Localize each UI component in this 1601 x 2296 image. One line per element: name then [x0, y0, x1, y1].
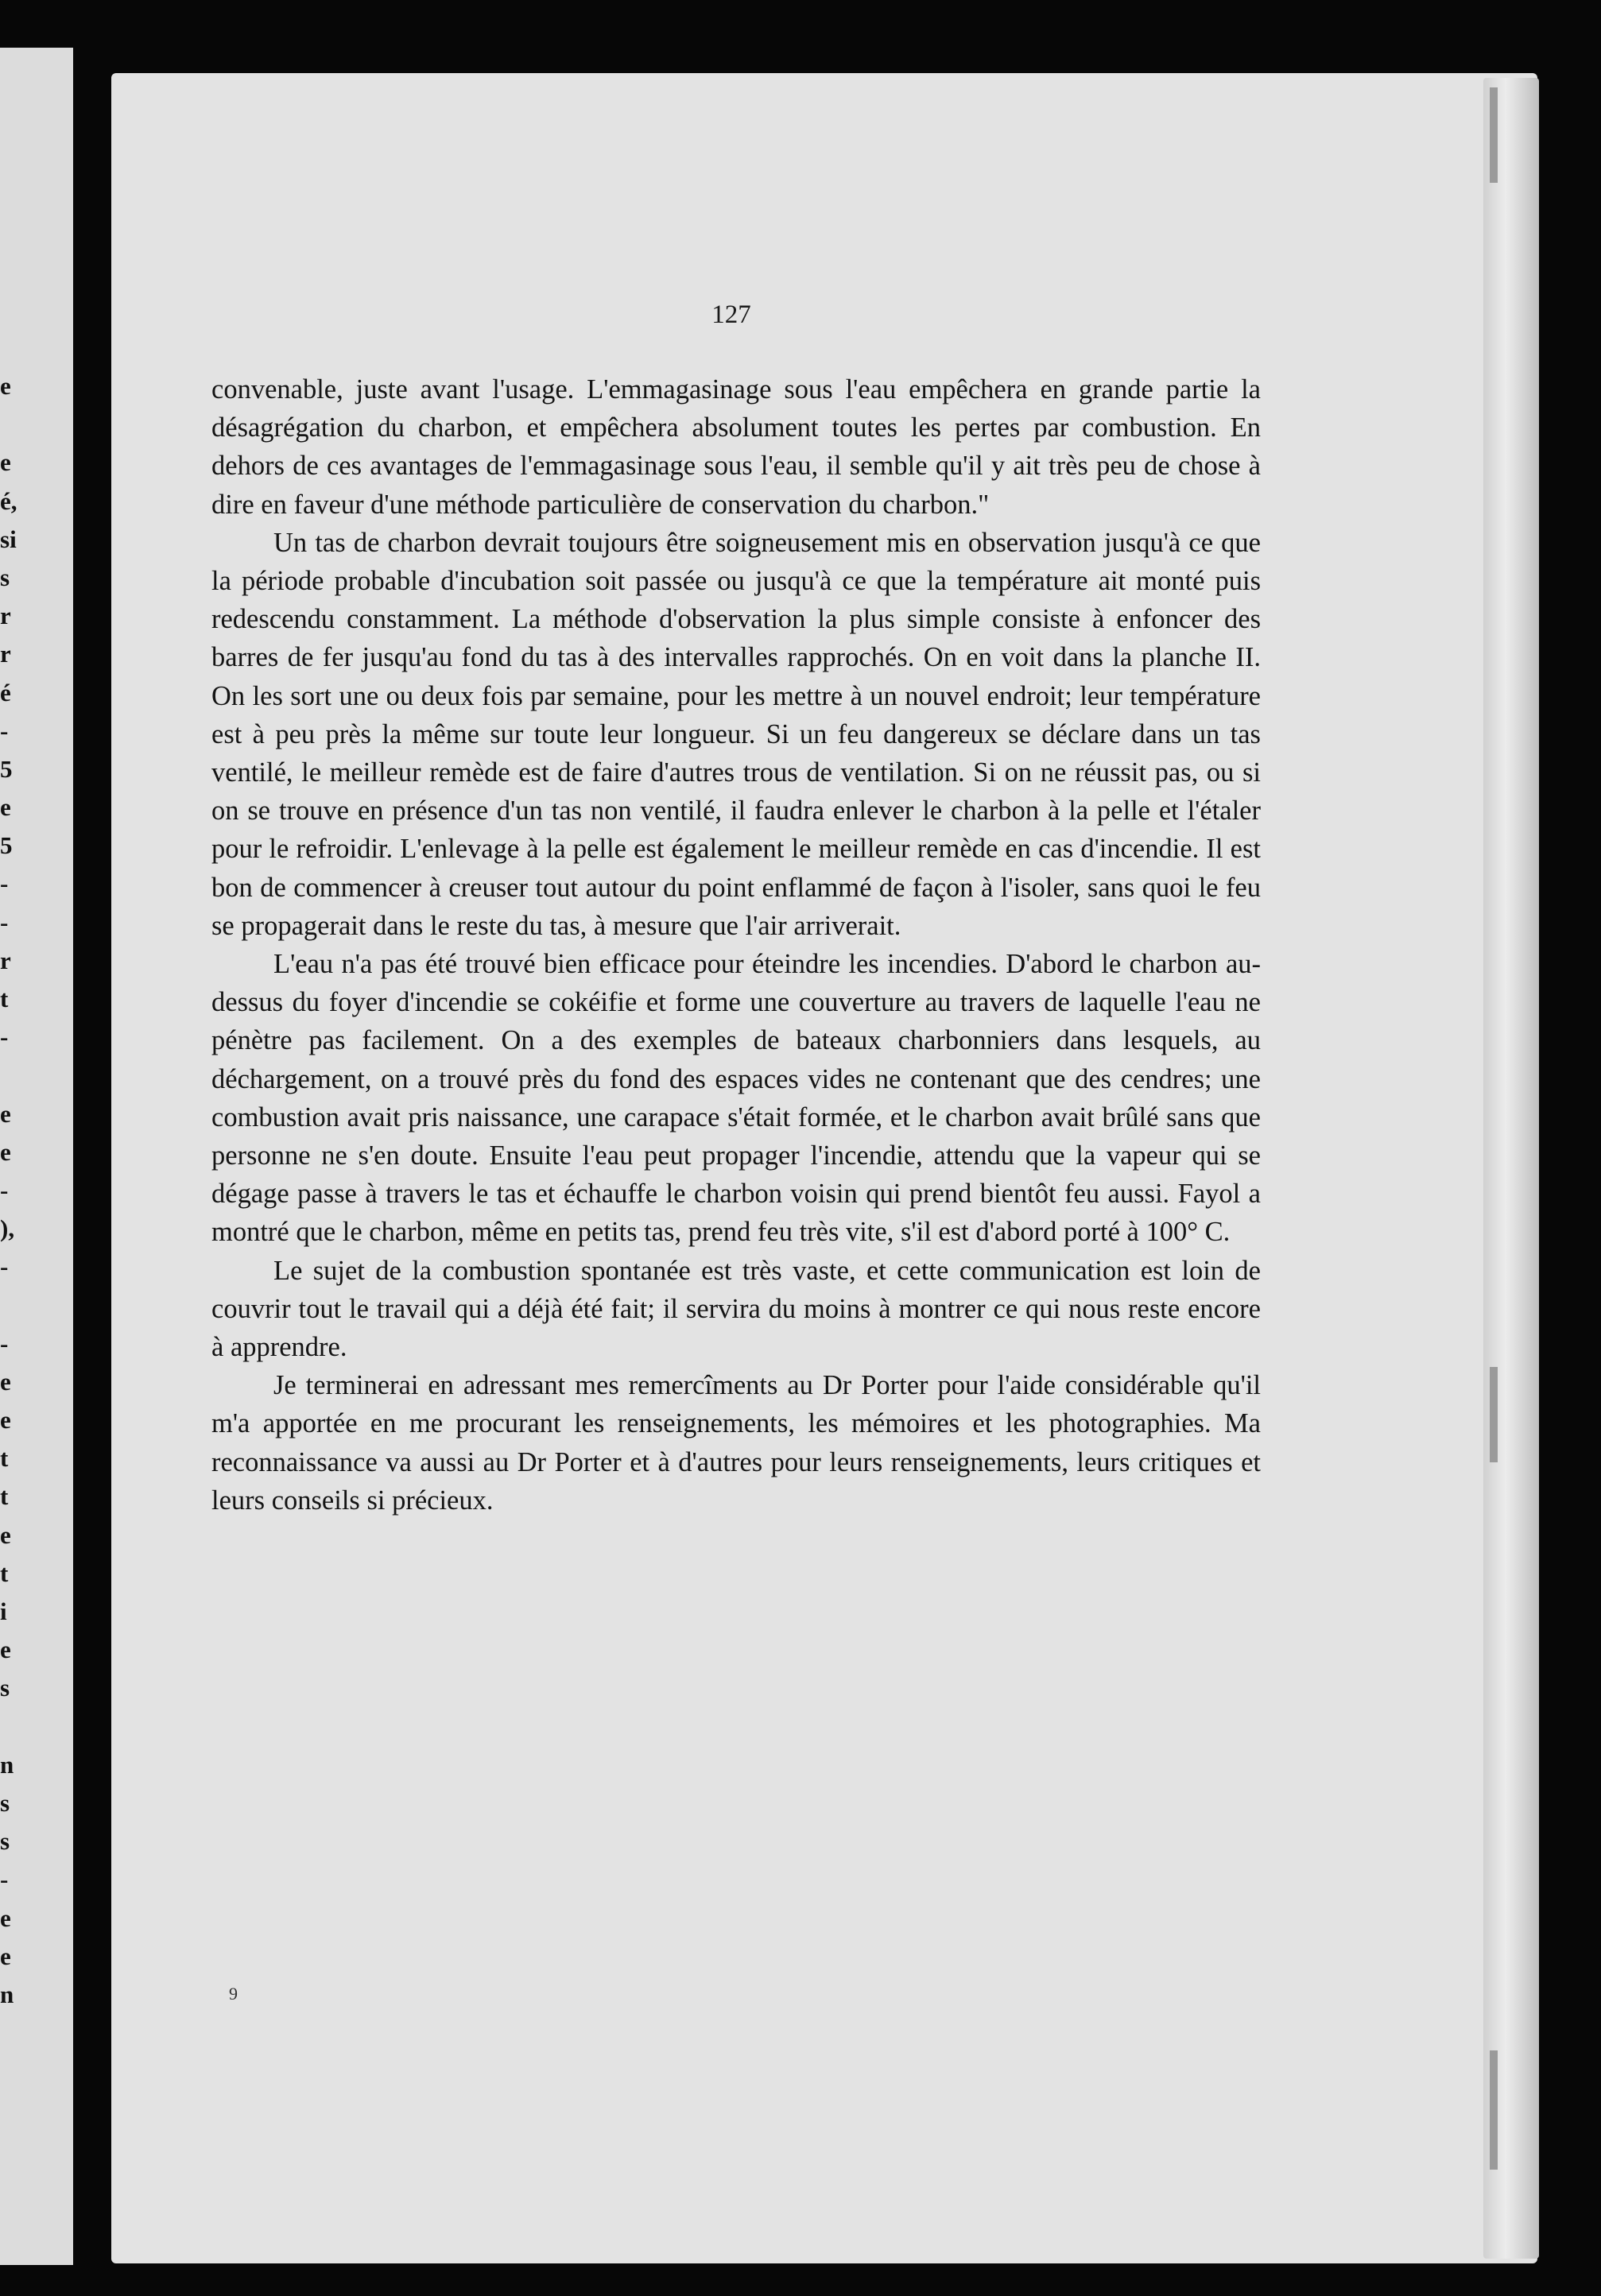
page-number: 127: [711, 300, 751, 329]
edge-shadow-mark: [1490, 1367, 1498, 1462]
left-page-fragment: -: [0, 1175, 9, 1204]
left-page-fragment: t: [0, 1444, 9, 1473]
footer-mark: 9: [229, 1984, 238, 2004]
left-page-fragment: [0, 1287, 24, 1325]
left-page-fragment: ),: [0, 1214, 15, 1243]
left-page-fragment: t: [0, 1558, 9, 1587]
paragraph: Un tas de charbon devrait toujours être soigneusement mis en observation jusqu'à ce que la période probable d'incubation soit passée ou jusqu'à ce que la température ait monté puis redescendu constamment. La méthode d'observation la plus simple consiste à enfoncer des barres de fer jusqu'au fond du tas à des intervalles rapprochés. On en voit dans la planche II. On les sort une ou deux fois par semaine, pour les mettre à un nouvel endroit; leur température est à peu près la même sur toute leur longueur. Si un feu dangereux se déclare dans un tas ventilé, le meilleur remède est de faire d'autres trous de ventilation. Si on ne réussit pas, ou si on se trouve en présence d'un tas non ventilé, il faudra enlever le charbon à la pelle et l'étaler pour le refroidir. L'enlevage à la pelle est également le meilleur remède en cas d'incendie. Il est bon de commencer à creuser tout autour du point enflammé de façon à l'isoler, sans quoi le feu se propagerait dans le reste du tas, à mesure que l'air arriverait.: [211, 527, 1261, 941]
left-page-fragment: -: [0, 1329, 9, 1357]
paragraph: convenable, juste avant l'usage. L'emmagasinage sous l'eau empêchera en grande partie la désagrégation du charbon, et empêchera absolument toutes les pertes par combustion. En dehors de ces avantages de l'emmagasinage sous l'eau, il semble qu'il y ait très peu de chose à dire en faveur d'une méthode particulière de conservation du charbon.": [211, 374, 1261, 520]
left-page-fragment: e: [0, 448, 11, 477]
left-page-fragment: r: [0, 602, 11, 630]
left-page-fragment: e: [0, 1520, 11, 1549]
left-page-fragment: e: [0, 1137, 11, 1166]
left-page-fragment: -: [0, 1023, 9, 1051]
body-text: [211, 370, 1261, 1520]
left-page-fragment: e: [0, 1367, 11, 1396]
left-page-fragment: e: [0, 1406, 11, 1435]
edge-shadow-mark: [1490, 87, 1498, 183]
paragraph: L'eau n'a pas été trouvé bien efficace pour éteindre les incendies. D'abord le charbon au-dessus du foyer d'incendie se cokéifie et forme une couverture au travers de laquelle l'eau ne pénètre pas facilement. On a des exemples de bateaux charbonniers dans lesquels, au déchargement, on a trouvé près du fond des espaces vides ne contenant que des cendres; une combustion avait pris naissance, une carapace s'était formée, et le charbon avait brûlé sans que personne ne s'en doute. Ensuite l'eau peut propager l'incendie, attendu que la vapeur qui se dégage passe à travers le tas et échauffe le charbon voisin qui prend bientôt feu aussi. Fayol a montré que le charbon, même en petits tas, prend feu très vite, s'il est d'abord porté à 100° C.: [211, 949, 1261, 1248]
left-page-fragment: e: [0, 1903, 11, 1932]
left-page-fragment: 5: [0, 831, 13, 860]
left-page-fragment: e: [0, 793, 11, 822]
page-edge: [1483, 78, 1539, 2259]
left-page-fragment: s: [0, 1788, 10, 1817]
left-page-fragment: i: [0, 1597, 7, 1625]
left-page-fragment: 5: [0, 754, 13, 783]
left-page-fragment: e: [0, 1942, 11, 1970]
left-page-fragment: n: [0, 1980, 14, 2008]
left-page-fragment: -: [0, 869, 9, 898]
left-page-fragment: -: [0, 1253, 9, 1281]
left-page-fragment: -: [0, 908, 9, 936]
left-page-fragments: [0, 367, 24, 2014]
left-page-fragment: é,: [0, 486, 17, 515]
left-page-fragment: s: [0, 563, 10, 591]
left-page-fragment: s: [0, 1674, 10, 1702]
left-page-fragment: e: [0, 1636, 11, 1664]
left-page-fragment: [0, 1056, 24, 1094]
edge-shadow-mark: [1490, 2050, 1498, 2170]
left-page-fragment: [0, 1708, 24, 1746]
left-page-fragment: r: [0, 640, 11, 668]
left-page-fragment: r: [0, 946, 11, 974]
left-page-fragment: -: [0, 1865, 9, 1894]
left-page-fragment: t: [0, 985, 9, 1012]
left-page-fragment: e: [0, 372, 11, 400]
paragraph: Le sujet de la combustion spontanée est très vaste, et cette communication est loin de couvrir tout le travail qui a déjà été fait; il servira du moins à montrer ce qui nous reste encore à apprendre.: [211, 1255, 1261, 1363]
left-page-fragment: s: [0, 1827, 10, 1856]
left-page-fragment: si: [0, 525, 17, 553]
left-page-fragment: -: [0, 716, 9, 745]
left-page-fragment: t: [0, 1482, 9, 1511]
left-page-fragment: e: [0, 1099, 11, 1128]
left-page-fragment: é: [0, 678, 11, 707]
left-page-fragment: [0, 405, 24, 443]
left-page-fragment: n: [0, 1750, 14, 1779]
paragraph: Je terminerai en adressant mes remercîments au Dr Porter pour l'aide considérable qu'il m'a apportée en me procurant les renseignements, les mémoires et les photographies. Ma reconnaissance va aussi au Dr Porter et à d'autres pour leurs renseignements, leurs critiques et leurs conseils si précieux.: [211, 1370, 1261, 1516]
